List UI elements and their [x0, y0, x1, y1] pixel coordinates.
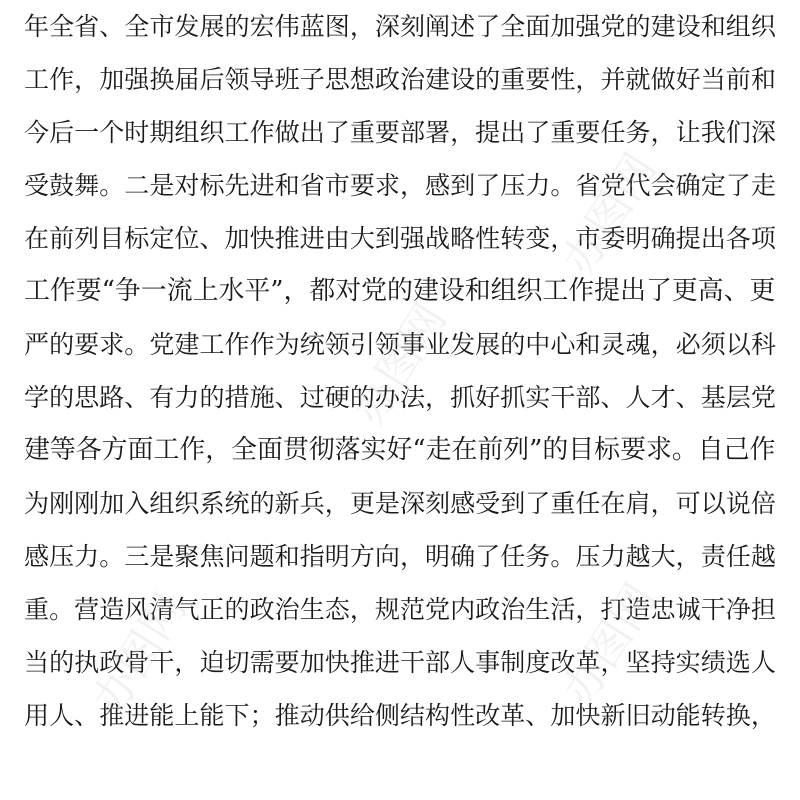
text-line-8: 学的思路、有力的措施、过硬的办法，抓好抓实干部、人才、基层党	[24, 383, 776, 412]
text-line-4: 受鼓舞。二是对标先进和省市要求，感到了压力。省党代会确定了走	[24, 171, 776, 200]
text-line-10: 为刚刚加入组织系统的新兵，更是深刻感受到了重任在肩，可以说倍	[24, 489, 776, 518]
watermark: 办图网	[553, 144, 667, 284]
text-line-14: 用人、推进能上能下；推动供给侧结构性改革、加快新旧动能转换，	[24, 701, 776, 730]
text-line-9: 建等各方面工作，全面贯彻落实好“走在前列”的目标要求。自己作	[24, 435, 776, 465]
text-line-7: 严的要求。党建工作作为统领引领事业发展的中心和灵魂，必须以科	[24, 330, 776, 359]
text-line-11: 感压力。三是聚焦问题和指明方向，明确了任务。压力越大，责任越	[24, 542, 776, 571]
text-line-12: 重。营造风清气正的政治生态，规范党内政治生活，打造忠诚干净担	[24, 595, 776, 624]
watermark: 办图网	[553, 574, 667, 714]
text-line-3: 今后一个时期组织工作做出了重要部署，提出了重要任务，让我们深	[24, 118, 776, 147]
watermark: 办图网	[343, 294, 457, 434]
watermark: 办图网	[83, 584, 197, 724]
body-text	[24, 0, 784, 742]
text-line-5: 在前列目标定位、加快推进由大到强战略性转变，市委明确提出各项	[24, 224, 776, 253]
text-line-2: 工作，加强换届后领导班子思想政治建设的重要性，并就做好当前和	[24, 65, 776, 94]
text-line-6: 工作要“争一流上水平”，都对党的建设和组织工作提出了更高、更	[24, 276, 776, 306]
text-line-13: 当的执政骨干，迫切需要加快推进干部人事制度改革，坚持实绩选人	[24, 648, 776, 677]
text-line-1: 年全省、全市发展的宏伟蓝图，深刻阐述了全面加强党的建设和组织	[24, 12, 776, 41]
